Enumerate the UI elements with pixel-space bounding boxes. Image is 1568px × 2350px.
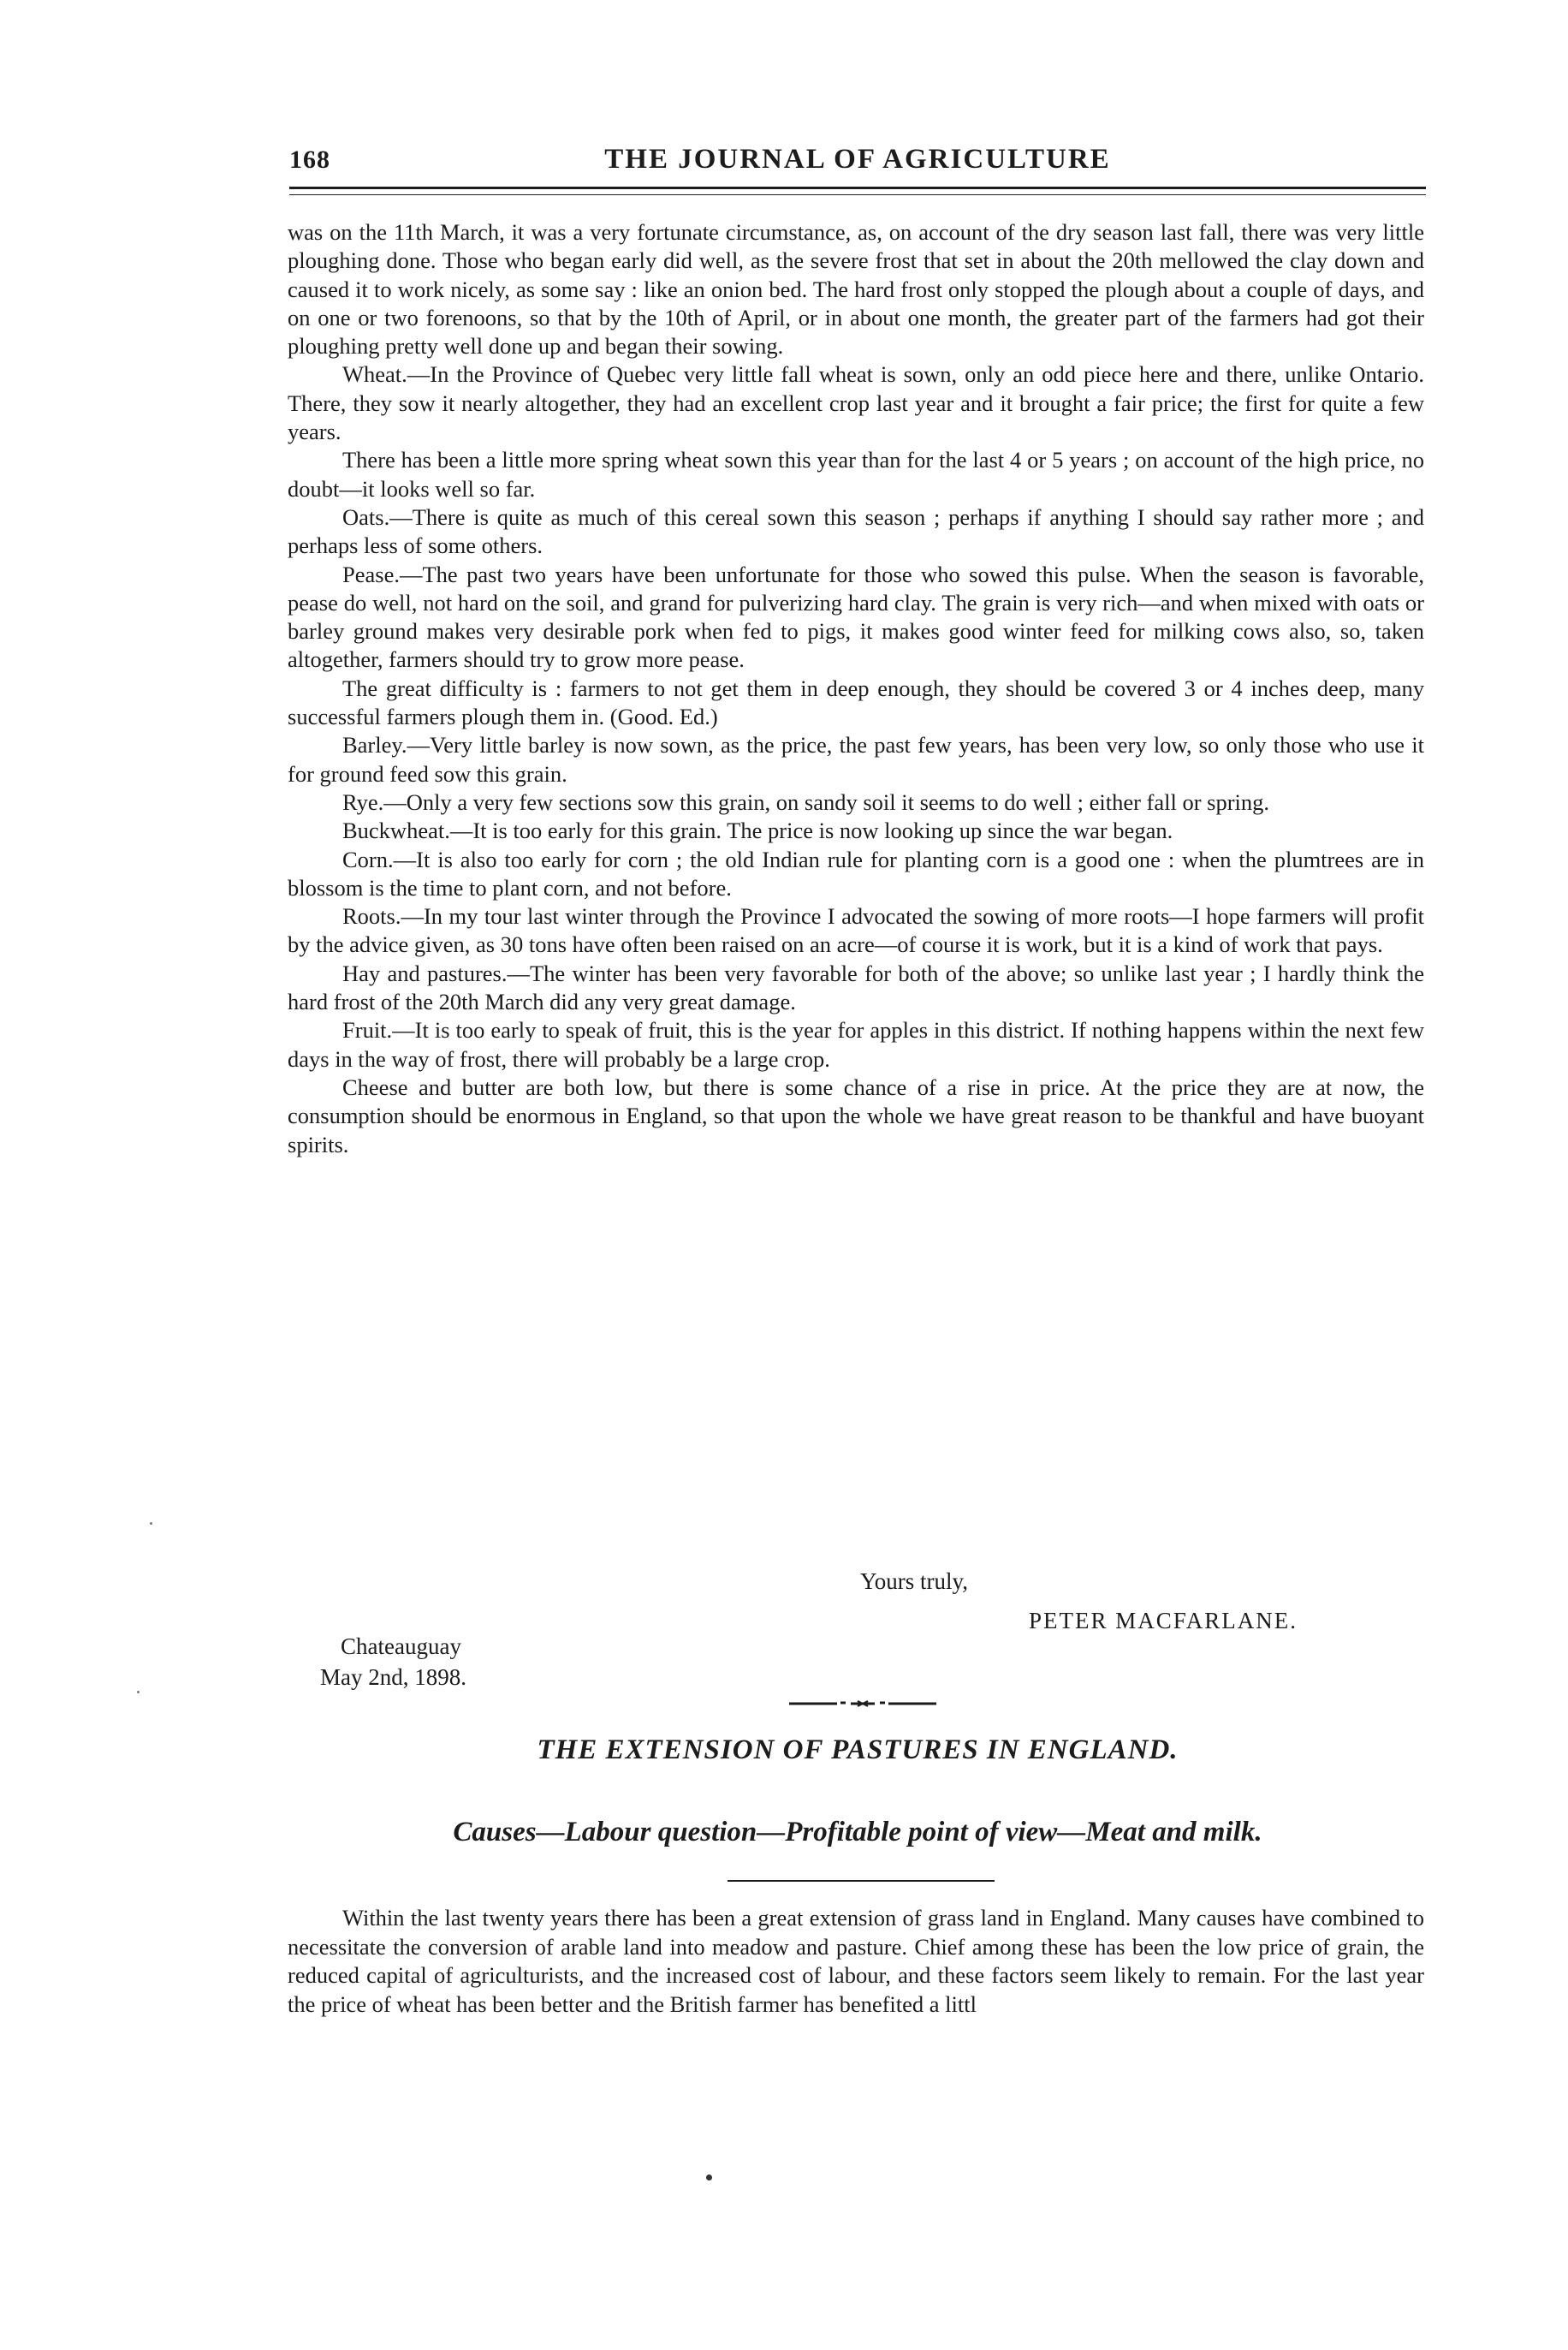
letter-paragraph-wheat: Wheat.—In the Province of Quebec very little fall wheat is sown, only an odd piece here and there, unlike Ontario. There, they sow it nearly altogether, they had an excellent crop last year and it brought a fair price; the first for quite a few years. <box>288 361 1424 445</box>
letter-paragraph-fruit: Fruit.—It is too early to speak of fruit, this is the year for apples in this district. If nothing happens within the next few days in the way of frost, there will probably be a large crop. <box>288 1017 1424 1072</box>
letter-date: May 2nd, 1898. <box>320 1664 466 1690</box>
letter-body <box>288 218 1424 1159</box>
header-rule <box>289 187 1426 195</box>
print-speck <box>137 1691 140 1693</box>
letter-paragraph-roots: Roots.—In my tour last winter through the Province I advocated the sowing of more roots—I hope farmers will profit by the advice given, as 30 tons have often been raised on an acre—of course it is work, but it is a kind of work that pays. <box>288 903 1424 958</box>
letter-paragraph-pease: Pease.—The past two years have been unfortunate for those who sowed this pulse. When the season is favorable, pease do well, not hard on the soil, and grand for pulverizing hard clay. The grain is very rich—and when mixed with oats or barley ground makes very desirable pork when fed to pigs, it makes good winter feed for milking cows also, so, taken altogether, farmers should try to grow more pease. <box>288 561 1424 673</box>
letter-paragraph-corn: Corn.—It is also too early for corn ; the old Indian rule for planting corn is a good one : when the plumtrees are in blossom is the time to plant corn, and not before. <box>288 846 1424 901</box>
letter-paragraph-barley: Barley.—Very little barley is now sown, as the price, the past few years, has been very low, so only those who use it for ground feed sow this grain. <box>288 732 1424 787</box>
letter-paragraph: The great difficulty is : farmers to not get them in deep enough, they should be covered 3 or 4 inches deep, many successful farmers plough them in. (Good. Ed.) <box>288 675 1424 730</box>
letter-paragraph-rye: Rye.—Only a very few sections sow this grain, on sandy soil it seems to do well ; either fall or spring. <box>342 788 1270 815</box>
running-head: THE JOURNAL OF AGRICULTURE <box>604 144 1111 175</box>
article-paragraph: Within the last twenty years there has been a great extension of grass land in England. Many causes have combined to necessitate the conversion of arable land into meadow and pasture. Chief among these has been the low price of grain, the reduced capital of agriculturists, and the increased cost of labour, and these factors seem likely to remain. For the last year the price of wheat has been better and the British farmer has benefited a littl <box>288 1905 1424 2017</box>
letter-paragraph-buckwheat: Buckwheat.—It is too early for this grain. The price is now looking up since the war began. <box>342 818 1173 844</box>
letter-paragraph: There has been a little more spring wheat sown this year than for the last 4 or 5 years ; on account of the high price, no doubt—it looks well so far. <box>288 447 1424 502</box>
article-title: THE EXTENSION OF PASTURES IN ENGLAND. <box>537 1734 1179 1765</box>
section-divider-ornament <box>786 1699 940 1708</box>
letter-paragraph-hay: Hay and pastures.—The winter has been very favorable for both of the above; so unlike last year ; I hardly think the hard frost of the 20th March did any very great damage. <box>288 960 1424 1015</box>
subtitle-rule <box>728 1880 995 1882</box>
print-speck <box>150 1522 152 1525</box>
letter-signer: PETER MACFARLANE. <box>1029 1608 1298 1633</box>
letter-paragraph-cheese: Cheese and butter are both low, but there is some chance of a rise in price. At the price they are at now, the consumption should be enormous in England, so that upon the whole we have great reason to be thankful and have buoyant spirits. <box>288 1074 1424 1157</box>
article-subtitle: Causes—Labour question—Profitable point of view—Meat and milk. <box>453 1817 1262 1847</box>
letter-paragraph: was on the 11th March, it was a very fortunate circumstance, as, on account of the dry season last fall, there was very little ploughing done. Those who began early did well, as the severe frost that set in about the 20th mellowed the clay down and caused it to work nicely, as some say : like an onion bed. The hard frost only stopped the plough about a couple of days, and on one or two forenoons, so that by the 10th of April, or in about one month, the greater part of the farmers had got their ploughing pretty well done up and began their sowing. <box>288 219 1424 360</box>
page-number: 168 <box>289 146 330 174</box>
page-header <box>289 144 1426 178</box>
letter-closing: Yours truly, <box>860 1568 969 1594</box>
article-body <box>288 1904 1424 2019</box>
letter-place: Chateauguay <box>341 1633 461 1659</box>
letter-paragraph-oats: Oats.—There is quite as much of this cereal sown this season ; perhaps if anything I should say rather more ; and perhaps less of some others. <box>288 503 1424 559</box>
print-speck <box>706 2174 712 2180</box>
